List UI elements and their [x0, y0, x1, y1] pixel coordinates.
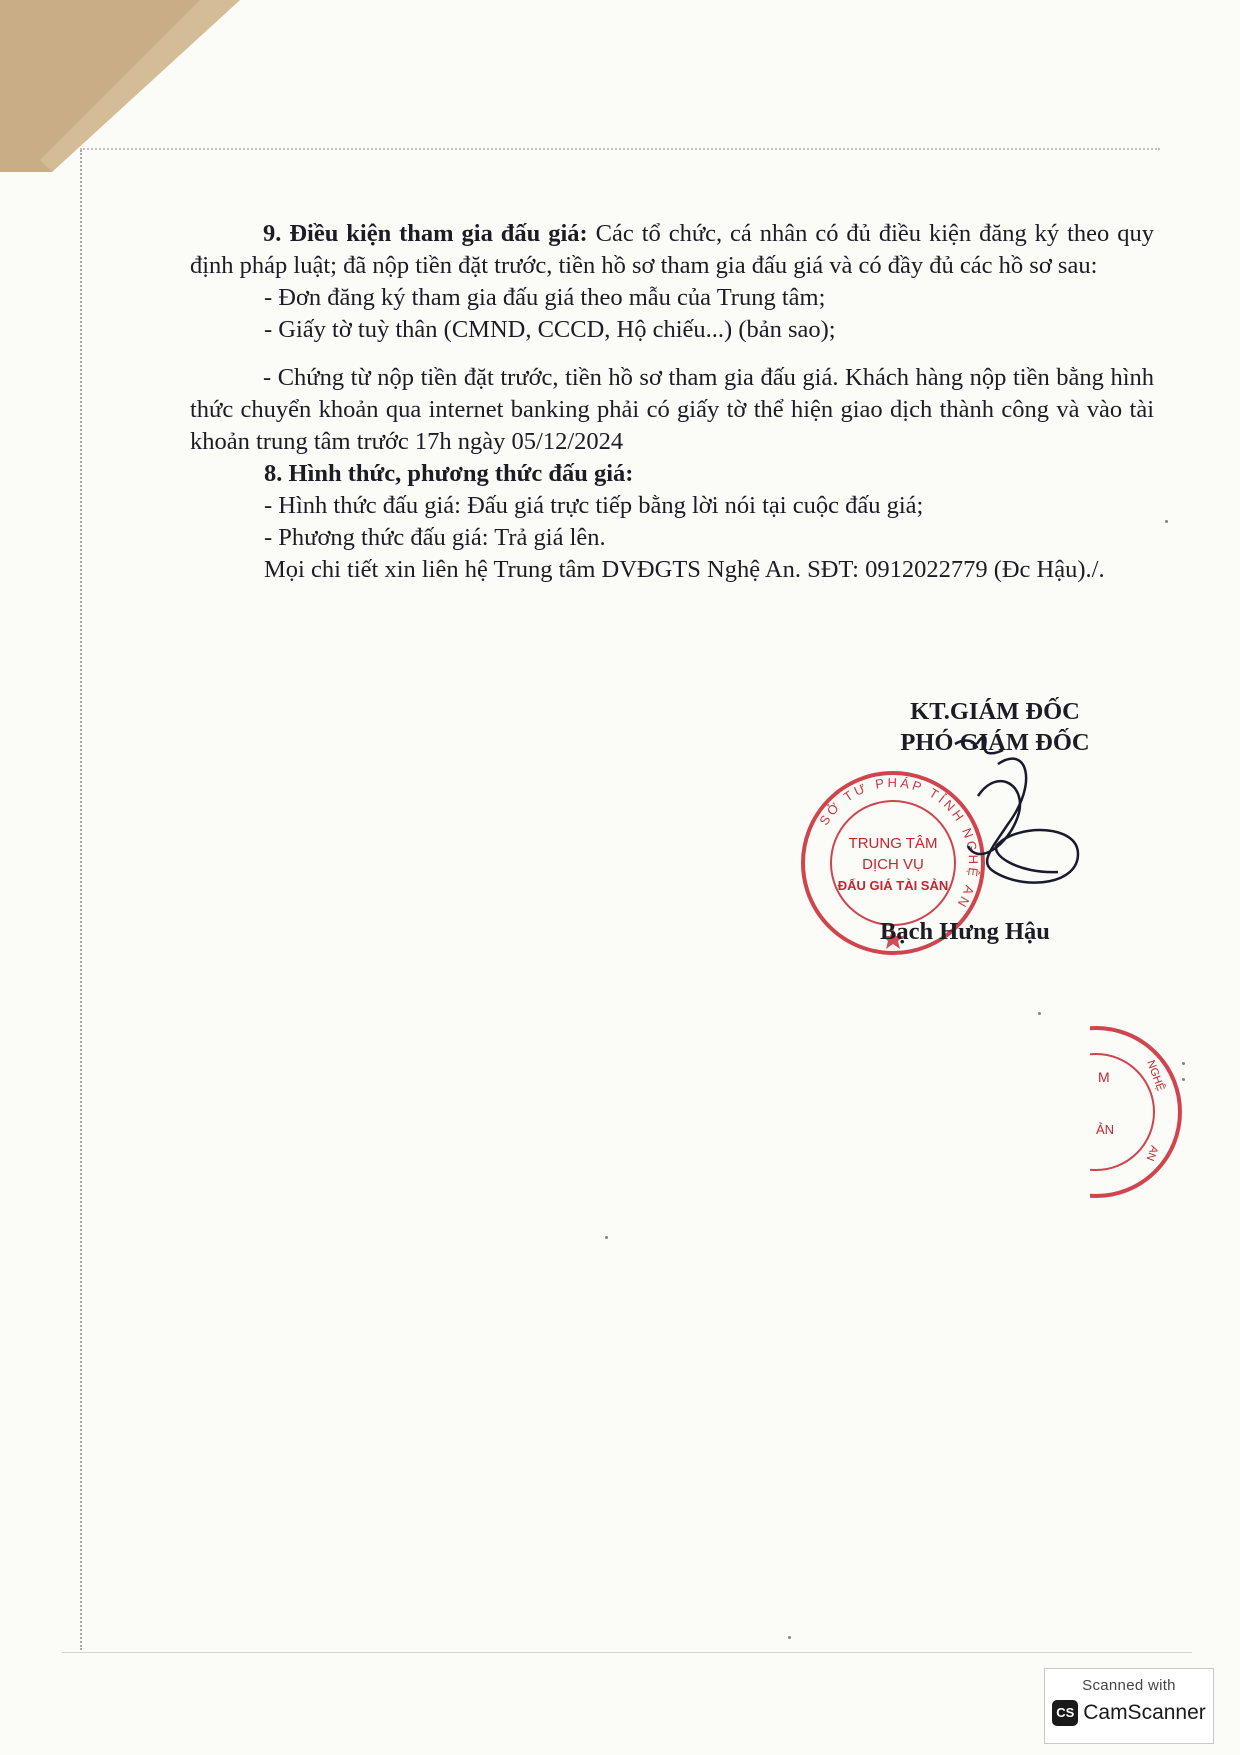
stamp-ring-text: SỞ TƯ PHÁP TỈNH NGHỆ AN: [816, 774, 982, 913]
partial-stamp: [1090, 1026, 1190, 1198]
section9-text: Các tổ chức, cá nhân có đủ điều kiện đăng ký theo quy định pháp luật; đã nộp tiền đặt trước, tiền hồ sơ tham gia đấu giá và có đầy đủ các hồ sơ sau:: [190, 220, 1154, 279]
scan-border-left: [80, 150, 82, 1650]
contact-line: Mọi chi tiết xin liên hệ Trung tâm DVĐGTS Nghệ An. SĐT: 0912022779 (Đc Hậu)./.: [264, 556, 1105, 583]
camscanner-name: CamScanner: [1083, 1701, 1206, 1724]
stamp-line-3: ĐẤU GIÁ TÀI SẢN: [837, 878, 949, 893]
signer-name: Bạch Hưng Hậu: [880, 918, 1050, 945]
stamp-line-1: TRUNG TÂM: [848, 835, 938, 852]
scan-speck: [1182, 1062, 1185, 1065]
camscanner-logo-icon: CS: [1052, 1700, 1078, 1726]
scan-speck: [788, 1636, 791, 1639]
signature-title-line2: PHÓ GIÁM ĐỐC: [900, 729, 1090, 756]
section8-heading: 8. Hình thức, phương thức đấu giá:: [264, 460, 634, 487]
section8-item-2: - Phương thức đấu giá: Trả giá lên.: [264, 524, 606, 551]
scan-border-top: [80, 148, 1160, 150]
partial-stamp-letter-3: NGHỆ: [1144, 1058, 1167, 1093]
paper-corner-fold: [0, 0, 260, 180]
camscanner-badge: [1044, 1668, 1214, 1744]
section9-heading: 9. Điều kiện tham gia đấu giá:: [263, 220, 588, 247]
section9-item-3: - Chứng từ nộp tiền đặt trước, tiền hồ sơ tham gia đấu giá. Khách hàng nộp tiền bằng hình thức chuyển khoản qua internet banking phải có giấy tờ thể hiện giao dịch thành công và vào tài khoản trung tâm trước 17h ngày 05/12/2024: [190, 364, 1154, 455]
scan-border-bottom: [62, 1652, 1192, 1653]
scan-speck: [1182, 1078, 1185, 1081]
stamp-line-2: DỊCH VỤ: [862, 856, 924, 873]
section8-item-1: - Hình thức đấu giá: Đấu giá trực tiếp bằng lời nói tại cuộc đấu giá;: [264, 492, 924, 519]
section9-item-2: - Giấy tờ tuỳ thân (CMND, CCCD, Hộ chiếu...) (bản sao);: [264, 316, 836, 343]
scan-speck: [1165, 520, 1168, 523]
partial-stamp-letter-4: AN: [1143, 1143, 1161, 1163]
partial-stamp-letter-2: ẢN: [1096, 1122, 1115, 1137]
scan-speck: [1038, 1012, 1041, 1015]
section9-item-1: - Đơn đăng ký tham gia đấu giá theo mẫu của Trung tâm;: [264, 284, 826, 311]
section9-paragraph: [190, 218, 1154, 282]
scan-speck: [605, 1236, 608, 1239]
handwritten-signature: [920, 716, 1120, 936]
document-body: [190, 218, 1154, 586]
partial-stamp-letter-1: M: [1098, 1069, 1110, 1085]
camscanner-caption: Scanned with: [1082, 1677, 1176, 1694]
signature-title-line1: KT.GIÁM ĐỐC: [910, 698, 1080, 725]
